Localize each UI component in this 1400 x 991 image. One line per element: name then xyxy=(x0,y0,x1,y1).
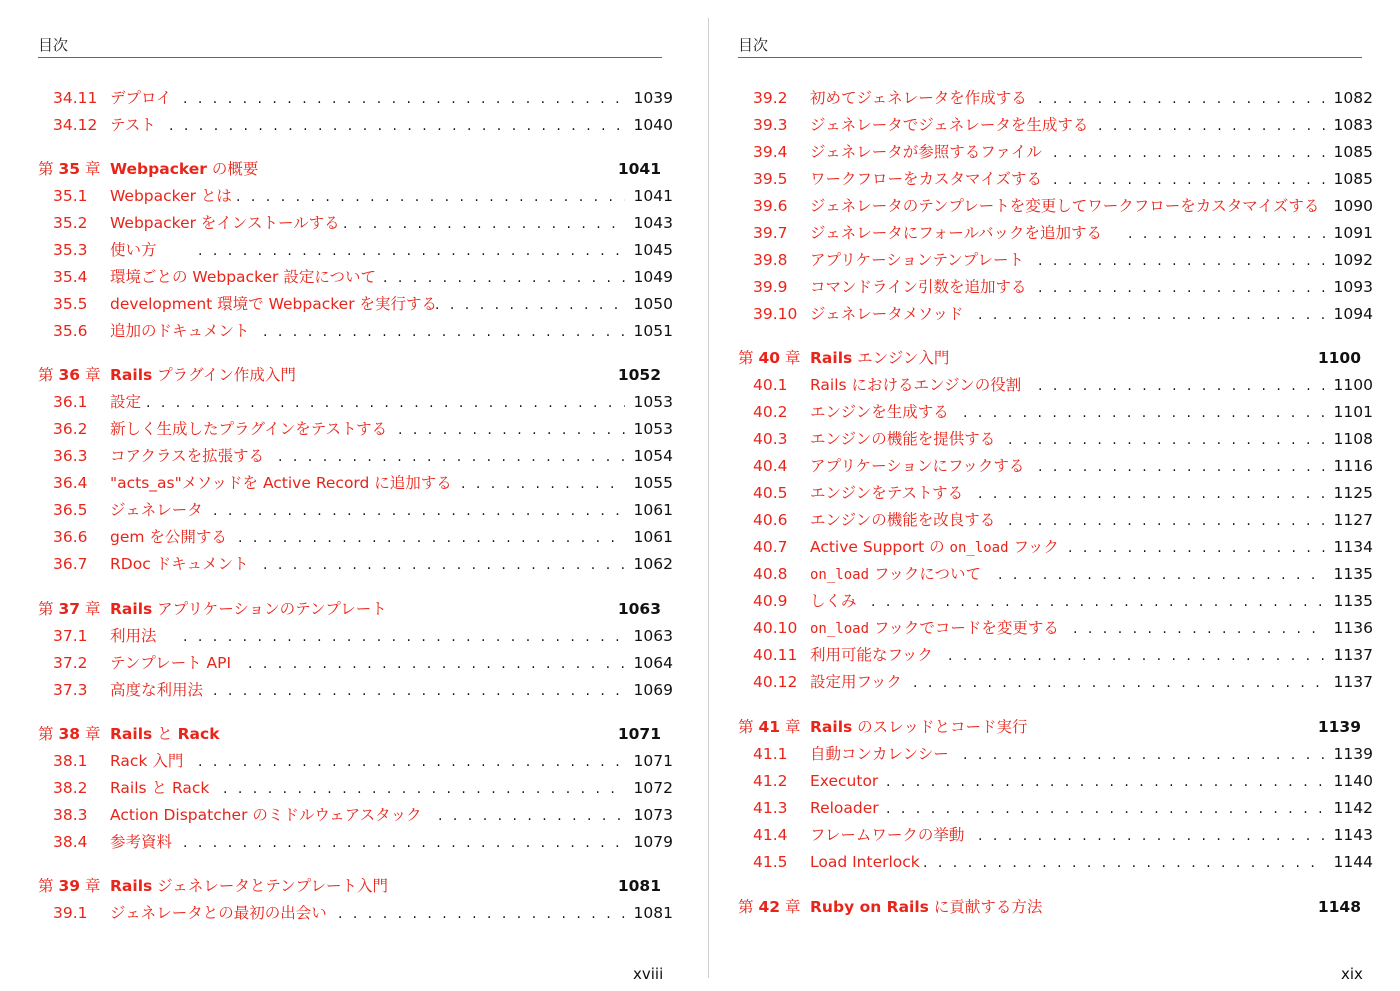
section-title: 使い方 xyxy=(110,241,157,259)
toc-entry[interactable] xyxy=(53,748,673,774)
section-title: Webpacker とは xyxy=(110,187,232,205)
chapter-label: 第 42 章 xyxy=(738,898,801,916)
section-number: 39.3 xyxy=(753,116,788,134)
toc-entry[interactable] xyxy=(53,497,673,523)
section-number: 39.6 xyxy=(753,197,788,215)
dot-leader xyxy=(183,85,625,111)
dot-leader xyxy=(213,677,625,703)
dot-leader xyxy=(383,264,625,290)
section-title: Rails におけるエンジンの役割 xyxy=(810,376,1022,394)
chapter-heading[interactable] xyxy=(38,156,661,182)
section-title: Active Support の on_load フック xyxy=(810,538,1059,556)
page-ref: 1127 xyxy=(1333,511,1373,529)
section-title: エンジンの機能を改良する xyxy=(810,511,996,529)
page-ref: 1039 xyxy=(633,89,673,107)
page-number: xviii xyxy=(633,965,664,983)
section-title: 環境ごとの Webpacker 設定について xyxy=(110,268,377,286)
section-title: ジェネレータにフォールバックを追加する xyxy=(810,224,1103,242)
toc-entry[interactable] xyxy=(53,318,673,344)
dot-leader xyxy=(1068,534,1325,560)
section-number: 40.4 xyxy=(753,457,788,475)
section-title: Webpacker をインストールする xyxy=(110,214,340,232)
toc-entry[interactable] xyxy=(53,443,673,469)
page-ref: 1045 xyxy=(633,241,673,259)
section-number: 39.5 xyxy=(753,170,788,188)
section-number: 35.6 xyxy=(53,322,88,340)
chapter-heading[interactable] xyxy=(738,345,1361,371)
section-title: エンジンを生成する xyxy=(810,403,949,421)
page-ref: 1061 xyxy=(633,501,673,519)
chapter-label: 第 35 章 xyxy=(38,160,101,178)
toc-entry[interactable] xyxy=(53,551,673,577)
section-title: 参考資料 xyxy=(110,833,173,851)
page-ref: 1041 xyxy=(633,187,673,205)
page-ref: 1135 xyxy=(1333,565,1373,583)
section-title: コマンドライン引数を追加する xyxy=(810,278,1027,296)
page-ref: 1094 xyxy=(1333,305,1373,323)
chapter-label: 第 41 章 xyxy=(738,718,801,736)
dot-leader xyxy=(998,561,1325,587)
section-number: 34.11 xyxy=(53,89,98,107)
section-number: 38.3 xyxy=(53,806,88,824)
section-number: 35.4 xyxy=(53,268,88,286)
section-title: 設定用フック xyxy=(810,673,902,691)
section-title: ジェネレータが参照するファイル xyxy=(810,143,1042,161)
toc-entry[interactable] xyxy=(753,247,1373,273)
toc-entry[interactable] xyxy=(53,416,673,442)
section-title: アプリケーションにフックする xyxy=(810,457,1025,475)
page-ref: 1041 xyxy=(617,160,661,178)
section-title: テスト xyxy=(110,116,156,134)
section-title: "acts_as"メソッドを Active Record に追加する xyxy=(110,474,452,492)
section-title: on_load フックでコードを変更する xyxy=(810,619,1059,637)
dot-leader xyxy=(1008,426,1325,452)
page-ref: 1093 xyxy=(1333,278,1373,296)
page-ref: 1143 xyxy=(1333,826,1373,844)
header-rule xyxy=(738,57,1362,58)
dot-leader xyxy=(1053,166,1325,192)
section-title: フレームワークの挙動 xyxy=(810,826,965,844)
section-title: デプロイ xyxy=(110,89,172,107)
page-ref: 1139 xyxy=(1333,745,1373,763)
page-ref: 1085 xyxy=(1333,143,1373,161)
dot-leader xyxy=(223,775,625,801)
section-title: エンジンをテストする xyxy=(810,484,964,502)
page-ref: 1139 xyxy=(1317,718,1361,736)
section-title: コアクラスを拡張する xyxy=(110,447,265,465)
page-ref: 1148 xyxy=(1317,898,1361,916)
section-title: on_load フックについて xyxy=(810,565,982,583)
dot-leader xyxy=(338,900,625,926)
dot-leader xyxy=(1038,372,1325,398)
section-title: テンプレート API xyxy=(110,654,232,672)
page-ref: 1072 xyxy=(633,779,673,797)
chapter-heading[interactable] xyxy=(38,362,661,388)
dot-leader xyxy=(343,210,625,236)
section-number: 40.12 xyxy=(753,673,798,691)
section-number: 36.2 xyxy=(53,420,88,438)
page-ref: 1137 xyxy=(1333,673,1373,691)
dot-leader xyxy=(1038,247,1325,273)
section-number: 40.3 xyxy=(753,430,788,448)
toc-entry[interactable] xyxy=(53,650,673,676)
section-title: 追加のドキュメント xyxy=(110,322,250,340)
dot-leader xyxy=(278,443,625,469)
toc-entry[interactable] xyxy=(53,183,673,209)
dot-leader xyxy=(923,849,1325,875)
dot-leader xyxy=(963,399,1325,425)
page-ref: 1050 xyxy=(633,295,673,313)
section-number: 36.7 xyxy=(53,555,88,573)
toc-entry[interactable] xyxy=(53,775,673,801)
section-number: 37.1 xyxy=(53,627,88,645)
toc-entry[interactable] xyxy=(753,534,1373,560)
chapter-heading[interactable] xyxy=(738,894,1361,920)
section-title: Reloader xyxy=(810,799,879,817)
section-title: Executor xyxy=(810,772,879,790)
section-number: 36.3 xyxy=(53,447,88,465)
toc-entry[interactable] xyxy=(753,453,1373,479)
toc-entry[interactable] xyxy=(753,426,1373,452)
section-title: Action Dispatcher のミドルウェアスタック xyxy=(110,806,422,824)
toc-entry[interactable] xyxy=(53,389,673,415)
dot-leader xyxy=(1038,274,1325,300)
section-number: 40.7 xyxy=(753,538,788,556)
toc-entry[interactable] xyxy=(753,642,1373,668)
section-title: 高度な利用法 xyxy=(110,681,204,699)
toc-entry[interactable] xyxy=(53,264,673,290)
toc-entry[interactable] xyxy=(753,166,1373,192)
page-ref: 1144 xyxy=(1333,853,1373,871)
page-ref: 1083 xyxy=(1333,116,1373,134)
chapter-title: Rails と Rack xyxy=(110,725,220,743)
header-rule xyxy=(38,57,662,58)
page-ref: 1142 xyxy=(1333,799,1373,817)
right-page xyxy=(700,0,1400,991)
toc-entry[interactable] xyxy=(53,524,673,550)
dot-leader xyxy=(963,741,1325,767)
section-title: ワークフローをカスタマイズする xyxy=(810,170,1043,188)
section-title: エンジンの機能を提供する xyxy=(810,430,996,448)
toc-entry[interactable] xyxy=(53,802,673,828)
page-ref: 1100 xyxy=(1317,349,1361,367)
page-ref: 1101 xyxy=(1333,403,1373,421)
section-number: 39.9 xyxy=(753,278,788,296)
page-ref: 1071 xyxy=(617,725,661,743)
page-ref: 1040 xyxy=(633,116,673,134)
section-title: Rails と Rack xyxy=(110,779,210,797)
page-ref: 1136 xyxy=(1333,619,1373,637)
page-ref: 1064 xyxy=(633,654,673,672)
dot-leader xyxy=(461,470,625,496)
page-ref: 1100 xyxy=(1333,376,1373,394)
page-ref: 1052 xyxy=(617,366,661,384)
chapter-title: Ruby on Rails に貢献する方法 xyxy=(810,898,1043,916)
chapter-title: Rails のスレッドとコード実行 xyxy=(810,718,1028,736)
section-number: 41.4 xyxy=(753,826,788,844)
page-ref: 1062 xyxy=(633,555,673,573)
chapter-title: Rails ジェネレータとテンプレート入門 xyxy=(110,877,388,895)
section-number: 39.1 xyxy=(53,904,88,922)
toc-entry[interactable] xyxy=(753,301,1373,327)
page-ref: 1135 xyxy=(1333,592,1373,610)
page-ref: 1063 xyxy=(633,627,673,645)
dot-leader xyxy=(238,524,625,550)
toc-entry[interactable] xyxy=(753,507,1373,533)
dot-leader xyxy=(913,669,1325,695)
section-number: 35.2 xyxy=(53,214,88,232)
section-title: ジェネレータメソッド xyxy=(810,305,964,323)
chapter-heading[interactable] xyxy=(38,873,661,899)
section-number: 34.12 xyxy=(53,116,98,134)
dot-leader xyxy=(169,112,625,138)
section-number: 39.7 xyxy=(753,224,788,242)
toc-entry[interactable] xyxy=(53,900,673,926)
page-ref: 1081 xyxy=(617,877,661,895)
section-title: ジェネレータでジェネレータを生成する xyxy=(810,116,1089,134)
page-ref: 1079 xyxy=(633,833,673,851)
chapter-label: 第 36 章 xyxy=(38,366,101,384)
section-title: Load Interlock xyxy=(810,853,920,871)
section-number: 40.2 xyxy=(753,403,788,421)
chapter-label: 第 39 章 xyxy=(38,877,101,895)
section-title: gem を公開する xyxy=(110,528,227,546)
toc-entry[interactable] xyxy=(753,112,1373,138)
toc-entry[interactable] xyxy=(53,829,673,855)
dot-leader xyxy=(871,588,1325,614)
toc-entry[interactable] xyxy=(753,85,1373,111)
section-number: 36.4 xyxy=(53,474,88,492)
page-ref: 1082 xyxy=(1333,89,1373,107)
dot-leader xyxy=(1073,615,1325,641)
dot-leader xyxy=(978,301,1325,327)
section-title: 利用法 xyxy=(110,627,157,645)
section-number: 38.1 xyxy=(53,752,88,770)
chapter-title: Rails エンジン入門 xyxy=(810,349,950,367)
page-ref: 1071 xyxy=(633,752,673,770)
section-number: 39.8 xyxy=(753,251,788,269)
section-title: 初めてジェネレータを作成する xyxy=(810,89,1027,107)
section-number: 40.1 xyxy=(753,376,788,394)
section-number: 40.9 xyxy=(753,592,788,610)
section-number: 39.2 xyxy=(753,89,788,107)
dot-leader xyxy=(435,291,625,317)
section-number: 37.3 xyxy=(53,681,88,699)
dot-leader xyxy=(198,237,625,263)
chapter-label: 第 38 章 xyxy=(38,725,101,743)
toc-entry[interactable] xyxy=(753,741,1373,767)
dot-leader xyxy=(263,318,625,344)
section-number: 36.1 xyxy=(53,393,88,411)
dot-leader xyxy=(146,389,625,415)
page-ref: 1090 xyxy=(1333,197,1373,215)
running-head: 目次 xyxy=(38,36,69,54)
toc-entry[interactable] xyxy=(53,291,673,317)
running-head: 目次 xyxy=(738,36,769,54)
page-ref: 1061 xyxy=(633,528,673,546)
page-ref: 1069 xyxy=(633,681,673,699)
section-title: RDoc ドキュメント xyxy=(110,555,249,573)
dot-leader xyxy=(886,768,1325,794)
section-number: 41.3 xyxy=(753,799,788,817)
chapter-title: Rails アプリケーションのテンプレート xyxy=(110,600,387,618)
dot-leader xyxy=(948,642,1325,668)
page-ref: 1085 xyxy=(1333,170,1373,188)
dot-leader xyxy=(1053,139,1325,165)
section-number: 41.1 xyxy=(753,745,788,763)
page-ref: 1081 xyxy=(633,904,673,922)
chapter-heading[interactable] xyxy=(38,721,661,747)
section-title: 新しく生成したプラグインをテストする xyxy=(110,420,388,438)
toc-entry[interactable] xyxy=(753,274,1373,300)
section-title: しくみ xyxy=(810,592,857,610)
toc-entry[interactable] xyxy=(753,849,1373,875)
chapter-label: 第 40 章 xyxy=(738,349,801,367)
dot-leader xyxy=(183,829,625,855)
dot-leader xyxy=(1038,453,1325,479)
section-number: 40.8 xyxy=(753,565,788,583)
toc-entry[interactable] xyxy=(53,470,673,496)
toc-entry[interactable] xyxy=(53,210,673,236)
page-ref: 1073 xyxy=(633,806,673,824)
dot-leader xyxy=(1008,507,1325,533)
dot-leader xyxy=(213,497,625,523)
section-title: ジェネレータとの最初の出会い xyxy=(110,904,327,922)
section-number: 40.6 xyxy=(753,511,788,529)
section-number: 41.2 xyxy=(753,772,788,790)
section-number: 35.5 xyxy=(53,295,88,313)
dot-leader xyxy=(183,623,625,649)
section-title: 利用可能なフック xyxy=(810,646,933,664)
page-ref: 1137 xyxy=(1333,646,1373,664)
dot-leader xyxy=(1098,112,1325,138)
dot-leader xyxy=(1038,85,1325,111)
page-ref: 1051 xyxy=(633,322,673,340)
section-title: development 環境で Webpacker を実行する xyxy=(110,295,438,313)
page-ref: 1053 xyxy=(633,420,673,438)
dot-leader xyxy=(978,822,1325,848)
section-number: 38.2 xyxy=(53,779,88,797)
section-title: アプリケーションテンプレート xyxy=(810,251,1025,269)
page-ref: 1125 xyxy=(1333,484,1373,502)
dot-leader xyxy=(198,748,625,774)
section-number: 35.3 xyxy=(53,241,88,259)
page-ref: 1091 xyxy=(1333,224,1373,242)
toc-entry[interactable] xyxy=(753,220,1373,246)
toc-entry[interactable] xyxy=(753,669,1373,695)
toc-entry[interactable] xyxy=(753,561,1373,587)
dot-leader xyxy=(886,795,1325,821)
toc-entry[interactable] xyxy=(753,588,1373,614)
toc-entry[interactable] xyxy=(753,822,1373,848)
section-number: 39.4 xyxy=(753,143,788,161)
dot-leader xyxy=(236,183,625,209)
section-title: ジェネレータ xyxy=(110,501,203,519)
toc-entry[interactable] xyxy=(753,399,1373,425)
toc-entry[interactable] xyxy=(53,237,673,263)
section-title: Rack 入門 xyxy=(110,752,184,770)
chapter-heading[interactable] xyxy=(38,596,661,622)
toc-entry[interactable] xyxy=(753,795,1373,821)
toc-entry[interactable] xyxy=(753,372,1373,398)
toc-entry[interactable] xyxy=(53,85,673,111)
dot-leader xyxy=(263,551,625,577)
dot-leader xyxy=(248,650,625,676)
section-number: 36.6 xyxy=(53,528,88,546)
page-ref: 1116 xyxy=(1333,457,1373,475)
page-ref: 1063 xyxy=(617,600,661,618)
section-number: 38.4 xyxy=(53,833,88,851)
dot-leader xyxy=(438,802,625,828)
page-ref: 1092 xyxy=(1333,251,1373,269)
toc-entry[interactable] xyxy=(53,623,673,649)
toc-entry[interactable] xyxy=(53,112,673,138)
page-ref: 1140 xyxy=(1333,772,1373,790)
section-number: 36.5 xyxy=(53,501,88,519)
chapter-heading[interactable] xyxy=(738,714,1361,740)
chapter-title: Rails プラグイン作成入門 xyxy=(110,366,296,384)
page-ref: 1134 xyxy=(1333,538,1373,556)
section-title: 設定 xyxy=(110,393,142,411)
toc-entry[interactable] xyxy=(753,480,1373,506)
toc-entry[interactable] xyxy=(53,677,673,703)
dot-leader xyxy=(1128,220,1325,246)
section-number: 41.5 xyxy=(753,853,788,871)
dot-leader xyxy=(398,416,625,442)
page-number: xix xyxy=(1341,965,1363,983)
toc-entry[interactable] xyxy=(753,193,1373,219)
dot-leader xyxy=(978,480,1325,506)
toc-entry[interactable] xyxy=(753,768,1373,794)
section-title: 自動コンカレンシー xyxy=(810,745,949,763)
chapter-label: 第 37 章 xyxy=(38,600,101,618)
section-number: 40.10 xyxy=(753,619,798,637)
section-number: 35.1 xyxy=(53,187,88,205)
page-ref: 1054 xyxy=(633,447,673,465)
section-title: ジェネレータのテンプレートを変更してワークフローをカスタマイズする xyxy=(810,197,1320,215)
page-ref: 1053 xyxy=(633,393,673,411)
page-ref: 1049 xyxy=(633,268,673,286)
chapter-title: Webpacker の概要 xyxy=(110,160,259,178)
page-ref: 1043 xyxy=(633,214,673,232)
page-ref: 1108 xyxy=(1333,430,1373,448)
section-number: 39.10 xyxy=(753,305,798,323)
section-number: 40.11 xyxy=(753,646,798,664)
toc-entry[interactable] xyxy=(753,615,1373,641)
page-ref: 1055 xyxy=(633,474,673,492)
toc-entry[interactable] xyxy=(753,139,1373,165)
section-number: 40.5 xyxy=(753,484,788,502)
section-number: 37.2 xyxy=(53,654,88,672)
